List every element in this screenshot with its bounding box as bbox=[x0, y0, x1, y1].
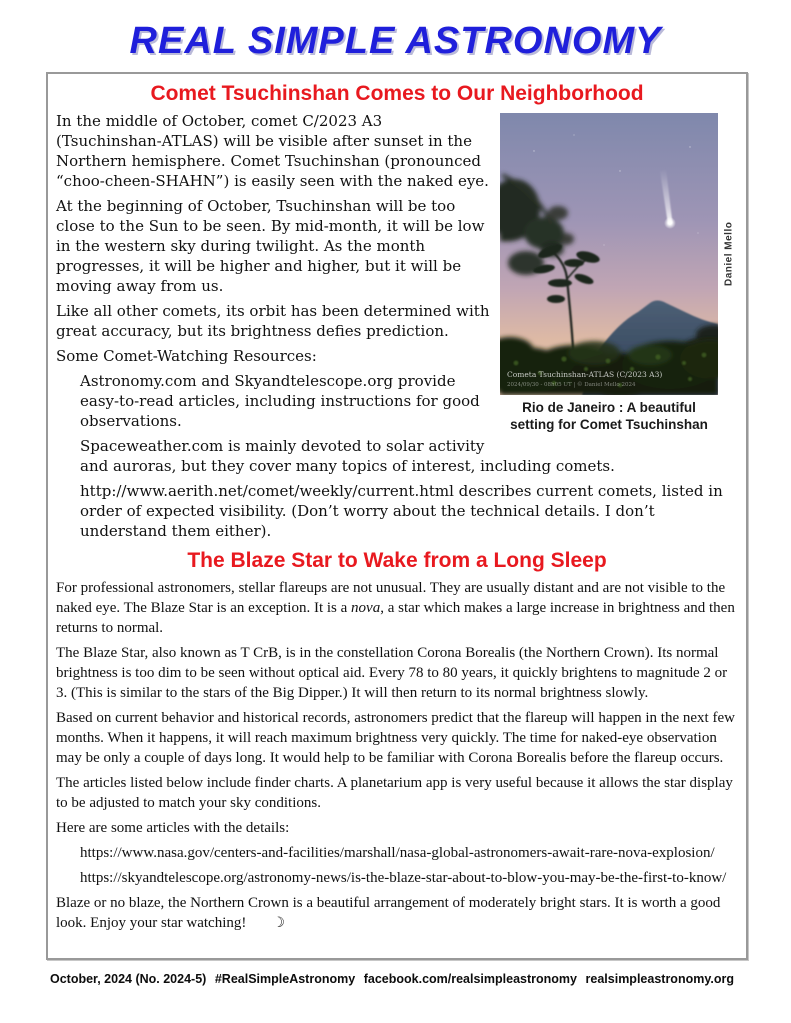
paragraph-text: For professional astronomers, stellar flareups are not unusual. They are usually distant and are not visible to the naked eye. The Blaze Star is an exception. It is a bbox=[56, 580, 726, 616]
footer-issue: October, 2024 (No. 2024-5) bbox=[50, 972, 207, 986]
crescent-moon-icon: ☽ bbox=[272, 915, 285, 931]
comet-photo bbox=[500, 113, 718, 395]
paragraph: Based on current behavior and historical records, astronomers predict that the flareup will happen in the next few months. When it happens, it will reach maximum brightness very quickly. The time for naked-eye observation may be only a couple of days long. It would help to be familiar with Corona Borealis before the flareup occurs. bbox=[56, 710, 735, 766]
content-box bbox=[46, 72, 748, 960]
photo-credit: Daniel Mello bbox=[723, 221, 735, 287]
resource-item: http://www.aerith.net/comet/weekly/current.html describes current comets, listed in order of expected visibility. (Don’t worry about the technical details. I don’t understand them either). bbox=[80, 482, 723, 540]
closing-text: Blaze or no blaze, the Northern Crown is a beautiful arrangement of moderately bright stars. It is worth a good look. Enjoy your star watching! bbox=[56, 895, 721, 931]
paragraph: At the beginning of October, Tsuchinshan will be too close to the Sun to be seen. By mid-month, it will be low in the western sky during twilight. As the month progresses, it will be higher and higher, but it will be moving away from us. bbox=[56, 197, 485, 295]
photo-caption: Rio de Janeiro : A beautiful setting for Comet Tsuchinshan bbox=[510, 400, 708, 432]
resource-item: Astronomy.com and Skyandtelescope.org provide easy-to-read articles, including instructions for good observations. bbox=[80, 372, 480, 430]
article-link: https://www.nasa.gov/centers-and-facilities/marshall/nasa-global-astronomers-await-rare-nova-explosion/ bbox=[80, 845, 715, 861]
footer bbox=[50, 972, 734, 986]
article-comet-tsuchinshan bbox=[56, 82, 738, 541]
resource-item: Spaceweather.com is mainly devoted to solar activity and auroras, but they cover many topics of interest, including comets. bbox=[80, 437, 615, 475]
comet-photo-figure bbox=[500, 113, 738, 434]
articles-intro: Here are some articles with the details: bbox=[56, 820, 290, 836]
article2-heading: The Blaze Star to Wake from a Long Sleep bbox=[187, 549, 607, 572]
footer-hashtag: #RealSimpleAstronomy bbox=[214, 972, 356, 986]
paragraph bbox=[56, 578, 738, 638]
paragraph-text: , a star which makes a large increase in brightness and then returns to normal. bbox=[56, 600, 735, 636]
newsletter-masthead: REAL SIMPLE ASTRONOMY bbox=[129, 20, 662, 62]
paragraph: Like all other comets, its orbit has been determined with great accuracy, but its brightness defies prediction. bbox=[56, 302, 490, 340]
closing-paragraph bbox=[56, 893, 738, 933]
photo-overlay-title: Cometa Tsuchinshan-ATLAS (C/2023 A3) bbox=[507, 370, 663, 379]
footer-website: realsimpleastronomy.org bbox=[585, 972, 734, 986]
photo-overlay-subtitle: 2024/09/30 - 08h05 UT | © Daniel Mello 2024 bbox=[507, 382, 636, 388]
nova-term: nova bbox=[351, 600, 381, 616]
comet-photo-row bbox=[500, 113, 738, 395]
paragraph: In the middle of October, comet C/2023 A3 (Tsuchinshan-ATLAS) will be visible after sunset in the Northern hemisphere. Comet Tsuchinshan (pronounced “choo-cheen-SHAHN”) is easily seen with the naked eye. bbox=[56, 112, 489, 190]
article-link: https://skyandtelescope.org/astronomy-news/is-the-blaze-star-about-to-blow-you-may-be-the-first-to-know/ bbox=[80, 870, 727, 886]
paragraph: The Blaze Star, also known as T CrB, is in the constellation Corona Borealis (the Northern Crown). Its normal brightness is too dim to be seen without optical aid. Every 78 to 80 years, it quickly brightens to magnitude 2 or 3. (This is similar to the stars of the Big Dipper.) It will then return to its normal brightness slowly. bbox=[56, 645, 728, 701]
paragraph: The articles listed below include finder charts. A planetarium app is very useful because it allows the star display to be adjusted to match your sky conditions. bbox=[56, 775, 733, 811]
article1-heading: Comet Tsuchinshan Comes to Our Neighborhood bbox=[150, 82, 644, 105]
footer-facebook: facebook.com/realsimpleastronomy bbox=[363, 972, 577, 986]
article-blaze-star bbox=[56, 549, 738, 933]
resources-intro: Some Comet-Watching Resources: bbox=[56, 347, 317, 365]
